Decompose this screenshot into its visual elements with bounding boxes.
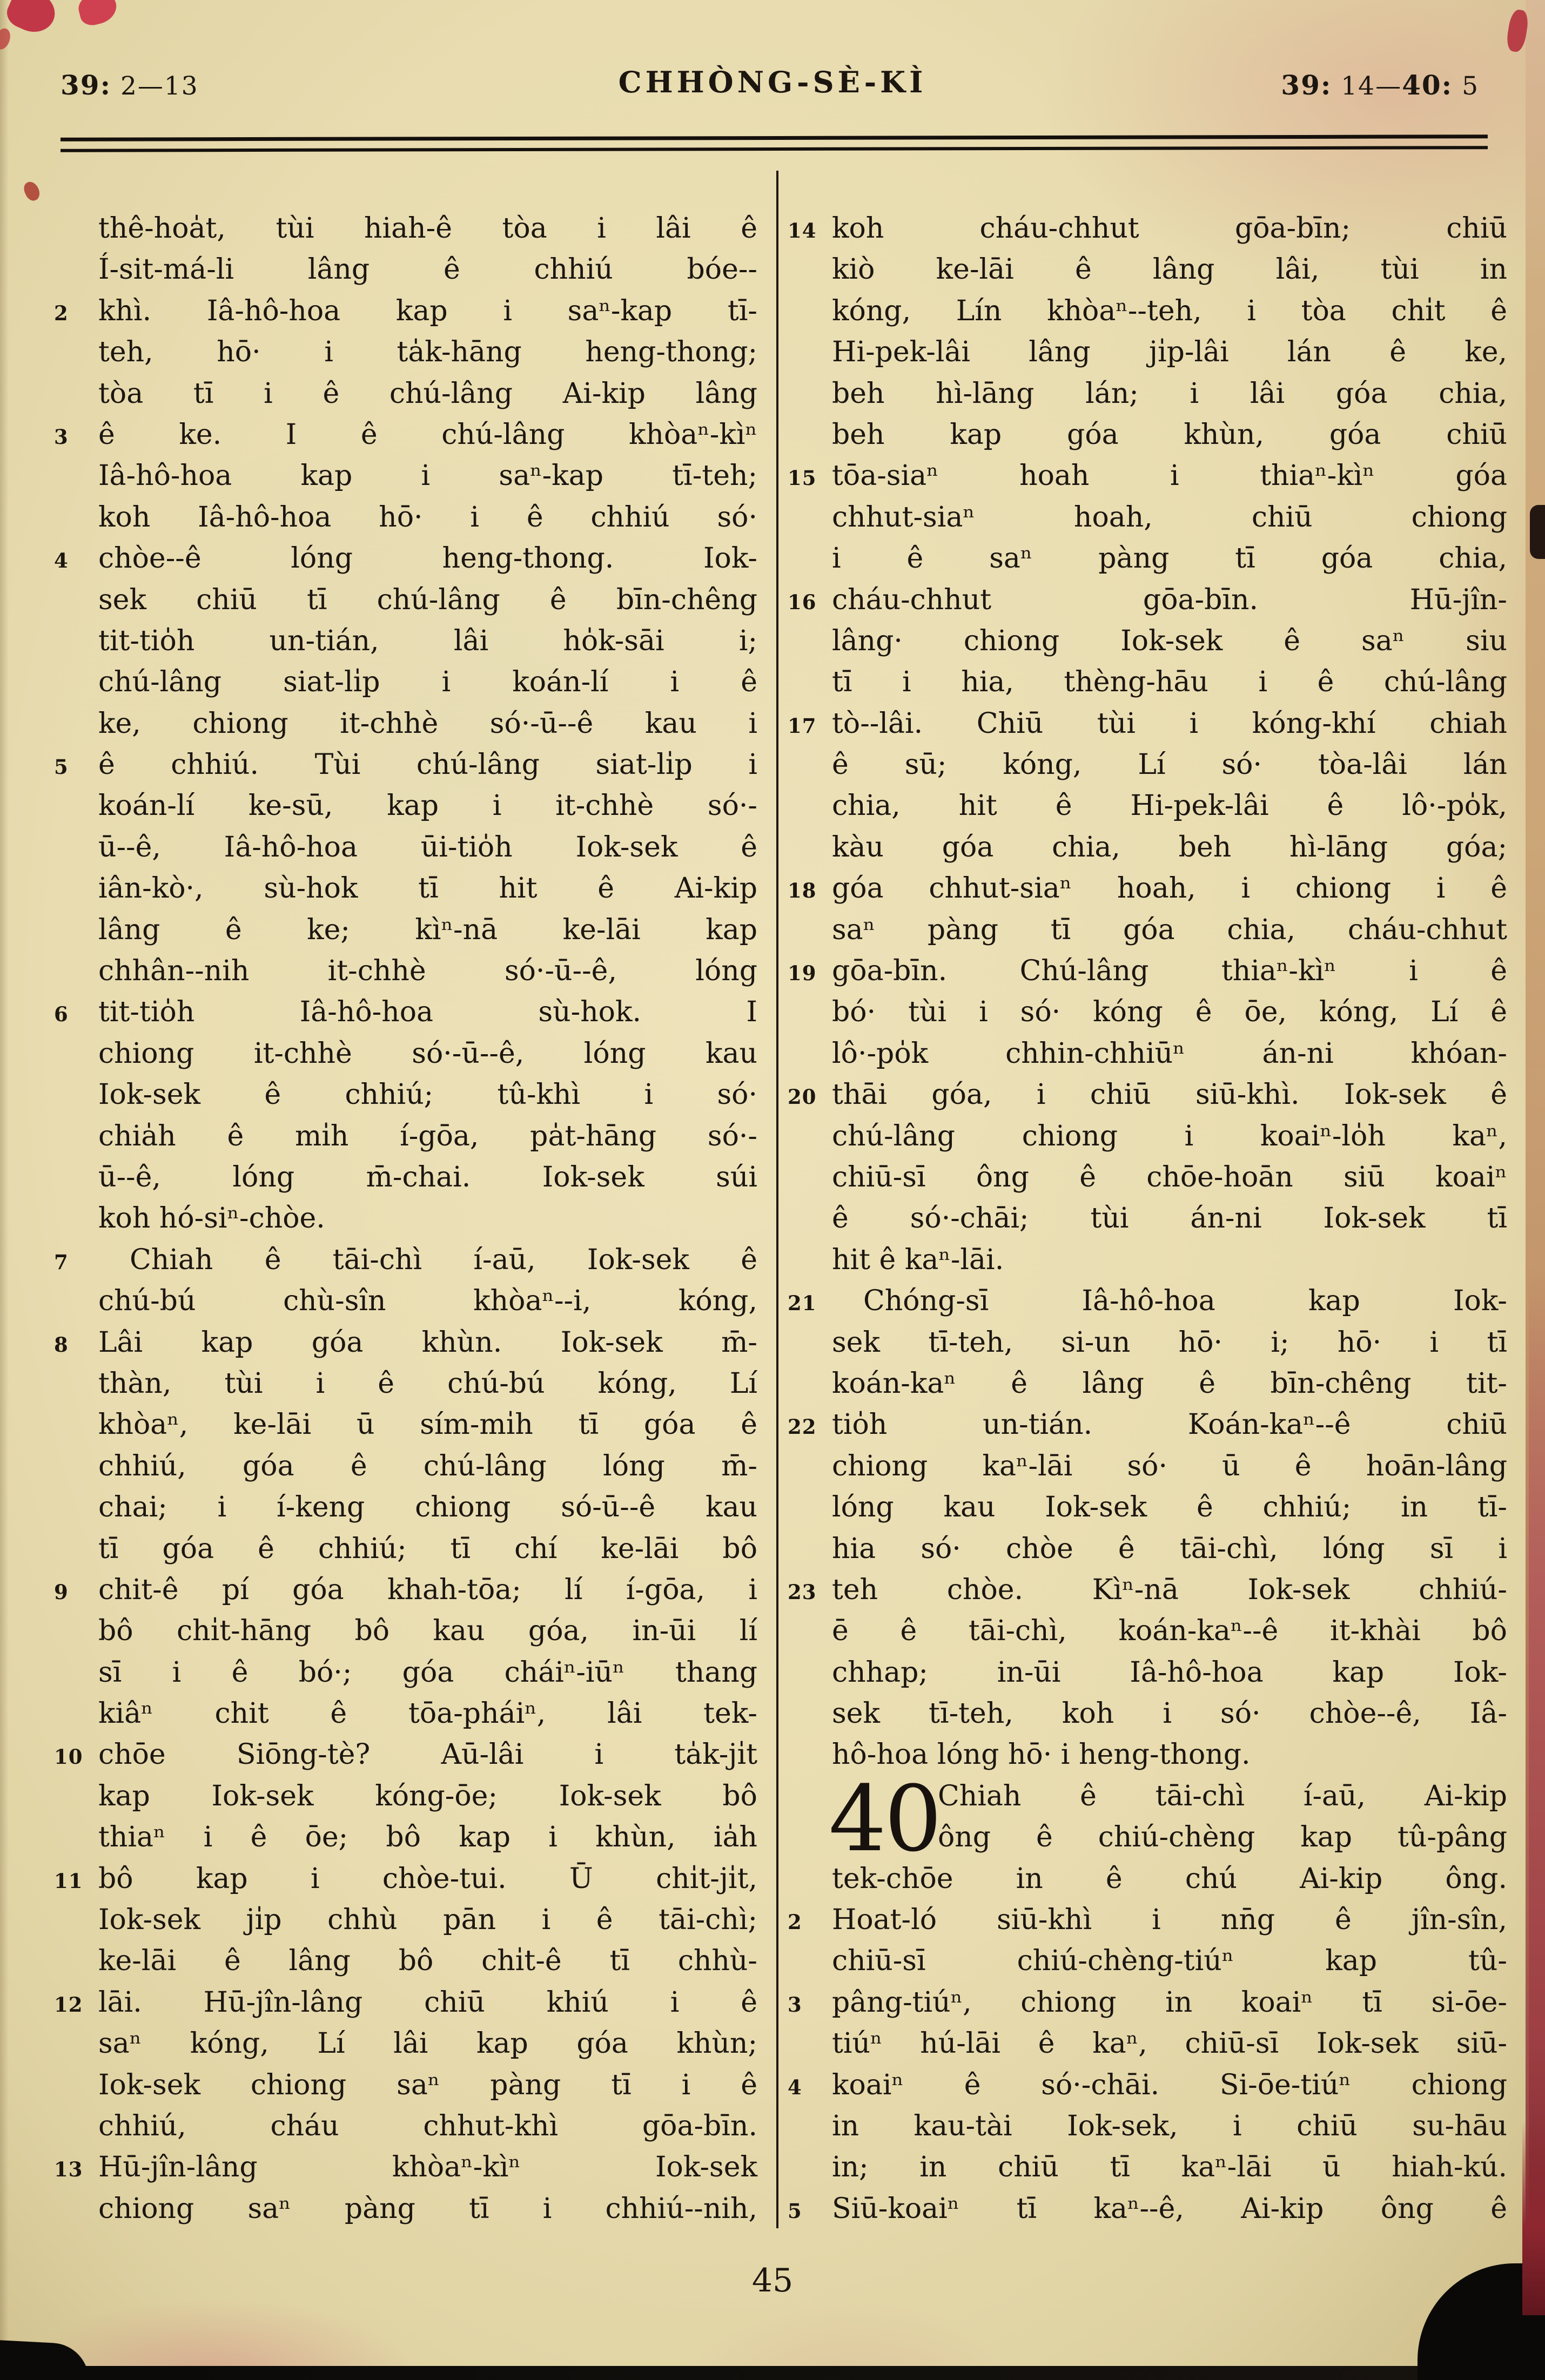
text-line: [832, 1940, 1507, 1981]
text-line: [54, 2147, 757, 2188]
verse-text: i ê saⁿ pàng tī góa chia,: [832, 542, 1507, 575]
verse-number: 16: [788, 590, 817, 614]
text-line: [832, 291, 1507, 332]
verse-text: Chiah ê tāi-chì í-aū, Ai-kip: [938, 1779, 1507, 1812]
verse-number: 6: [54, 1002, 69, 1027]
verse-text: chiū-sī ông ê chōe-hoān siū koaiⁿ: [832, 1161, 1507, 1194]
verse-text: chòe--ê lóng heng-thong. Iok-: [98, 542, 757, 575]
text-line: [788, 703, 1507, 744]
text-line: [98, 1528, 757, 1569]
text-line: [832, 1446, 1507, 1487]
text-line: [832, 1157, 1507, 1198]
verse-text: tò--lâi. Chiū tùi i kóng-khí chiah: [832, 707, 1507, 740]
verse-text: Iok-sek ji̍p chhù pān i ê tāi-chì;: [98, 1904, 757, 1937]
text-line: [832, 1528, 1507, 1569]
column-divider: [776, 171, 778, 2228]
text-line: [98, 827, 757, 868]
verse-text: saⁿ kóng, Lí lâi kap góa khùn;: [98, 2027, 757, 2060]
scan-edge-bottom: [0, 2366, 1545, 2380]
text-line: [98, 579, 757, 621]
verse-text: ū--ê, Iâ-hô-hoa ūi-tio̍h Iok-sek ê: [98, 831, 757, 864]
verse-text: Iok-sek ê chhiú; tû-khì i só·: [98, 1078, 757, 1111]
verse-text: thiaⁿ i ê ōe; bô kap i khùn, ia̍h: [98, 1821, 757, 1854]
verse-text: ê só·-chāi; tùi án-ni Iok-sek tī: [832, 1202, 1507, 1235]
verse-text: beh kap góa khùn, góa chiū: [832, 418, 1507, 451]
verse-text: ke, chiong it-chhè só·-ū--ê kau i: [98, 707, 757, 740]
text-line: [832, 1198, 1507, 1239]
verse-text: sek chiū tī chú-lâng ê bīn-chêng: [98, 583, 757, 616]
text-line: [98, 373, 757, 414]
text-line: [98, 1446, 757, 1487]
verse-text: chhap; in-ūi Iâ-hô-hoa kap Iok-: [832, 1656, 1507, 1689]
page-title: CHHÒNG-SÈ-KÌ: [618, 65, 927, 99]
text-line: [54, 992, 757, 1033]
verse-number: 4: [788, 2075, 802, 2099]
right-column: [788, 208, 1507, 2229]
verse-number: 10: [54, 1745, 83, 1769]
text-line: [788, 1982, 1507, 2023]
verse-text: chia̍h ê mi̍h í-gōa, pa̍t-hāng só·-: [98, 1120, 757, 1152]
text-line: [98, 1363, 757, 1404]
verse-range: 2—13: [120, 71, 199, 101]
text-line: [832, 1487, 1507, 1528]
verse-text: Siū-koaiⁿ tī kaⁿ--ê, Ai-kip ông ê: [832, 2192, 1507, 2225]
verse-text: ke-lāi ê lâng bô chi̍t-ê tī chhù-: [98, 1945, 757, 1978]
verse-number: 14: [788, 219, 817, 242]
verse-text: chōe Siōng-tè? Aū-lâi i ta̍k-ji̍t: [98, 1738, 757, 1771]
verse-number: 22: [788, 1415, 817, 1439]
verse-text: Hi-pek-lâi lâng ji̍p-lâi lán ê ke,: [832, 336, 1507, 369]
verse-text: chai; i í-keng chiong só-ū--ê kau: [98, 1491, 757, 1524]
text-line: [788, 1404, 1507, 1445]
text-line: [98, 2188, 757, 2229]
text-line: [788, 950, 1507, 992]
verse-number: 18: [788, 879, 817, 903]
verse-text: hô-hoa lóng hō· i heng-thong.: [832, 1738, 1251, 1771]
text-line: [98, 703, 757, 744]
verse-text: chú-lâng siat-li̍p i koán-lí i ê: [98, 666, 757, 699]
verse-text: chit-ê pí góa khah-tōa; lí í-gōa, i: [98, 1573, 757, 1606]
text-line: [832, 827, 1507, 868]
verse-text: hia só· chòe ê tāi-chì, lóng sī i: [832, 1532, 1507, 1565]
verse-text: chú-lâng chiong i koaiⁿ-lo̍h kaⁿ,: [832, 1120, 1507, 1152]
verse-number: 12: [54, 1992, 83, 2017]
verse-text: sek tī-teh, koh i só· chòe--ê, Iâ-: [832, 1697, 1507, 1730]
verse-number: 2: [788, 1910, 802, 1934]
verse-text: iân-kò·, sù-hok tī hit ê Ai-kip: [98, 872, 757, 905]
verse-text: chhut-siaⁿ hoah, chiū chiong: [832, 501, 1507, 534]
verse-text: tit-tio̍h un-tián, lâi ho̍k-sāi i;: [98, 624, 757, 657]
verse-text: cháu-chhut gōa-bīn. Hū-jîn-: [832, 583, 1507, 616]
verse-text: lāi. Hū-jîn-lâng chiū khiú i ê: [98, 1986, 757, 2019]
text-line: [788, 1899, 1507, 1940]
text-line: [54, 744, 757, 785]
verse-text: tit-tio̍h Iâ-hô-hoa sù-hok. I: [98, 996, 757, 1029]
verse-text: kap Iok-sek kóng-ōe; Iok-sek bô: [98, 1779, 757, 1812]
verse-text: chhiú, cháu chhut-khì gōa-bīn.: [98, 2109, 757, 2142]
verse-text: Lâi kap góa khùn. Iok-sek m̄-: [98, 1326, 757, 1359]
text-line: [832, 744, 1507, 785]
text-line: [98, 1074, 757, 1115]
verse-text: in kau-tài Iok-sek, i chiū su-hāu: [832, 2109, 1507, 2142]
verse-number: 20: [788, 1085, 817, 1109]
verse-text: tek-chōe in ê chú Ai-kip ông.: [832, 1862, 1507, 1895]
verse-text: tio̍h un-tián. Koán-kaⁿ--ê chiū: [832, 1408, 1507, 1441]
verse-text: thāi góa, i chiū siū-khì. Iok-sek ê: [832, 1078, 1507, 1111]
text-line: [98, 868, 757, 909]
verse-text: chiong saⁿ pàng tī i chhiú--nih,: [98, 2192, 757, 2225]
text-line: [98, 208, 757, 249]
text-line: [788, 2188, 1507, 2229]
text-line: [832, 1322, 1507, 1363]
text-line: [788, 1280, 1507, 1322]
verse-text: kiâⁿ chit ê tōa-pháiⁿ, lâi tek-: [98, 1697, 757, 1730]
text-line: [832, 1817, 1507, 1858]
text-line: [788, 1074, 1507, 1115]
verse-text: teh, hō· i ta̍k-hāng heng-thong;: [98, 336, 757, 369]
verse-text: thàn, tùi i ê chú-bú kóng, Lí: [98, 1367, 757, 1400]
verse-text: chiong it-chhè só·-ū--ê, lóng kau: [98, 1037, 757, 1070]
verse-number: 7: [54, 1250, 69, 1274]
verse-text: ông ê chiú-chèng kap tû-pâng: [938, 1821, 1507, 1854]
text-line: [98, 1817, 757, 1858]
page-edge-left: [0, 0, 9, 2380]
page-number: 45: [751, 2262, 794, 2300]
verse-text: ê sū; kóng, Lí só· tòa-lâi lán: [832, 749, 1507, 781]
text-line: [832, 621, 1507, 662]
text-line: [98, 1610, 757, 1651]
text-line: [98, 1157, 757, 1198]
text-line: [98, 1116, 757, 1157]
verse-text: in; in chiū tī kaⁿ-lāi ū hiah-kú.: [832, 2151, 1507, 2184]
text-line: [788, 455, 1507, 496]
text-line: [98, 455, 757, 496]
verse-text: bó· tùi i só· kóng ê ōe, kóng, Lí ê: [832, 996, 1507, 1029]
text-line: [832, 909, 1507, 950]
verse-text: Hoat-ló siū-khì i nn̄g ê jîn-sîn,: [832, 1904, 1507, 1937]
text-line: [832, 1239, 1507, 1280]
chapter-ref: 39:: [61, 69, 112, 101]
scan-corner-bottom-left: [0, 2339, 91, 2380]
verse-text: koaiⁿ ê só·-chāi. Si-ōe-tiúⁿ chiong: [832, 2068, 1507, 2101]
verse-number: 17: [788, 713, 817, 738]
text-line: [832, 1652, 1507, 1693]
verse-number: 5: [54, 755, 69, 779]
text-line: [98, 1652, 757, 1693]
verse-text: tōa-siaⁿ hoah i thiaⁿ-kìⁿ góa: [832, 460, 1507, 493]
text-line: [832, 1033, 1507, 1074]
verse-number: 3: [54, 424, 69, 449]
verse-text: thê-hoa̍t, tùi hiah-ê tòa i lâi ê: [98, 212, 757, 245]
text-line: [98, 1198, 757, 1239]
verse-number: 15: [788, 466, 817, 490]
verse-text: kàu góa chia, beh hì-lāng góa;: [832, 831, 1507, 864]
text-line: [98, 785, 757, 826]
text-line: [98, 1899, 757, 1940]
text-line: [98, 1280, 757, 1322]
verse-text: ē ê tāi-chì, koán-kaⁿ--ê it-khài bô: [832, 1615, 1507, 1648]
text-line: [832, 1363, 1507, 1404]
verse-number: 23: [788, 1580, 817, 1604]
text-line: [98, 909, 757, 950]
text-line: [54, 1734, 757, 1775]
verse-text: ê ke. I ê chú-lâng khòaⁿ-kìⁿ: [98, 418, 757, 451]
chapter-number: 40: [829, 1765, 940, 1872]
verse-text: ū--ê, lóng m̄-chai. Iok-sek súi: [98, 1161, 757, 1194]
text-line: [54, 414, 757, 455]
verse-text: chiū-sī chiú-chèng-tiúⁿ kap tû-: [832, 1945, 1507, 1978]
text-line: [832, 2147, 1507, 2188]
ink-blob: [1530, 505, 1545, 559]
red-stain-top-left-1: [3, 0, 62, 39]
verse-text: lâng ê ke; kìⁿ-nā ke-lāi kap: [98, 913, 757, 946]
verse-text: tiúⁿ hú-lāi ê kaⁿ, chiū-sī Iok-sek siū-: [832, 2027, 1507, 2060]
text-line: [98, 2065, 757, 2106]
text-line: [832, 2023, 1507, 2064]
text-line: [54, 1982, 757, 2023]
text-line: [832, 373, 1507, 414]
text-line: [98, 1487, 757, 1528]
text-line: [832, 785, 1507, 826]
verse-text: chhiú, góa ê chú-lâng lóng m̄-: [98, 1449, 757, 1482]
verse-text: teh chòe. Kìⁿ-nā Iok-sek chhiú-: [832, 1573, 1507, 1606]
text-line: [98, 2106, 757, 2147]
text-line: [832, 538, 1507, 579]
verse-text: khì. Iâ-hô-hoa kap i saⁿ-kap tī-: [98, 294, 757, 327]
verse-text: lô·-po̍k chhin-chhiūⁿ án-ni khóan-: [832, 1037, 1507, 1070]
left-column: [54, 208, 757, 2229]
text-line: [98, 2023, 757, 2064]
text-line: [54, 1322, 757, 1363]
text-line: [832, 1116, 1507, 1157]
text-line: [832, 332, 1507, 373]
verse-text: tòa tī i ê chú-lâng Ai-kip lâng: [98, 377, 757, 410]
verse-text: chhân--nih it-chhè só·-ū--ê, lóng: [98, 955, 757, 988]
verse-range: 5: [1462, 71, 1479, 101]
verse-text: Í-sit-má-li lâng ê chhiú bóe--: [98, 253, 757, 286]
verse-text: chia, hit ê Hi-pek-lâi ê lô·-po̍k,: [832, 790, 1507, 822]
verse-number: 11: [54, 1869, 83, 1893]
verse-text: koh hó-siⁿ-chòe.: [98, 1202, 325, 1235]
verse-text: koh cháu-chhut gōa-bīn; chiū: [832, 212, 1507, 245]
verse-number: 19: [788, 961, 817, 986]
verse-text: bô chi̍t-hāng bô kau góa, in-ūi lí: [98, 1615, 757, 1648]
text-line: [98, 1404, 757, 1445]
text-line: [98, 497, 757, 538]
header-verse-range-right: [1281, 69, 1479, 101]
verse-number: 2: [54, 301, 69, 325]
text-line: [98, 662, 757, 703]
text-line: [54, 291, 757, 332]
text-line: [98, 332, 757, 373]
double-rule: [61, 134, 1488, 152]
verse-text: hit ê kaⁿ-lāi.: [832, 1243, 1004, 1276]
verse-text: tī i hia, thèng-hāu i ê chú-lâng: [832, 666, 1507, 699]
text-line: [832, 1693, 1507, 1734]
text-line: [54, 1239, 757, 1280]
verse-text: Iâ-hô-hoa kap i saⁿ-kap tī-teh;: [98, 460, 757, 493]
chapter-ref: 40:: [1402, 69, 1453, 101]
text-line: [832, 249, 1507, 290]
verse-number: 9: [54, 1580, 69, 1604]
verse-text: Iok-sek chiong saⁿ pàng tī i ê: [98, 2068, 757, 2101]
verse-text: Chiah ê tāi-chì í-aū, Iok-sek ê: [130, 1243, 757, 1276]
verse-text: lóng kau Iok-sek ê chhiú; in tī-: [832, 1491, 1507, 1524]
text-line: [98, 1693, 757, 1734]
verse-text: Chóng-sī Iâ-hô-hoa kap Iok-: [863, 1285, 1507, 1318]
text-line: [54, 538, 757, 579]
text-line: [98, 621, 757, 662]
text-line: [788, 208, 1507, 249]
verse-text: koh Iâ-hô-hoa hō· i ê chhiú só·: [98, 501, 757, 534]
verse-range: 14—: [1341, 71, 1402, 101]
text-line: [788, 579, 1507, 621]
verse-number: 8: [54, 1332, 69, 1357]
verse-text: kóng, Lín khòaⁿ--teh, i tòa chi̍t ê: [832, 294, 1507, 327]
text-line: [788, 868, 1507, 909]
text-line: [832, 2106, 1507, 2147]
verse-text: chiong kaⁿ-lāi só· ū ê hoān-lâng: [832, 1449, 1507, 1482]
chapter-ref: 39:: [1281, 69, 1332, 101]
red-ink-spot: [22, 179, 42, 203]
text-line: [98, 249, 757, 290]
verse-text: khòaⁿ, ke-lāi ū sím-mi̍h tī góa ê: [98, 1408, 757, 1441]
text-line: [832, 1858, 1507, 1899]
text-line: [98, 1940, 757, 1981]
text-line: [98, 1776, 757, 1817]
verse-text: góa chhut-siaⁿ hoah, i chiong i ê: [832, 872, 1507, 905]
verse-number: 5: [788, 2199, 802, 2223]
verse-text: chú-bú chù-sîn khòaⁿ--i, kóng,: [98, 1285, 757, 1318]
text-line: [54, 1858, 757, 1899]
text-line: [54, 1569, 757, 1610]
verse-text: koán-kaⁿ ê lâng ê bīn-chêng tit-: [832, 1367, 1507, 1400]
verse-text: lâng· chiong Iok-sek ê saⁿ siu: [832, 624, 1507, 657]
verse-number: 4: [54, 549, 69, 573]
text-line: [832, 992, 1507, 1033]
verse-number: 13: [54, 2157, 83, 2182]
verse-text: sek tī-teh, si-un hō· i; hō· i tī: [832, 1326, 1507, 1359]
verse-text: tī góa ê chhiú; tī chí ke-lāi bô: [98, 1532, 757, 1565]
text-line: [788, 1569, 1507, 1610]
text-line: [832, 662, 1507, 703]
text-line: [98, 1033, 757, 1074]
verse-text: koán-lí ke-sū, kap i it-chhè só·-: [98, 790, 757, 822]
verse-number: 21: [788, 1291, 817, 1316]
text-line: [832, 1610, 1507, 1651]
verse-text: gōa-bīn. Chú-lâng thiaⁿ-kìⁿ i ê: [832, 955, 1507, 988]
text-line: [788, 2065, 1507, 2106]
verse-number: 3: [788, 1992, 802, 2017]
verse-text: sī i ê bó·; góa cháiⁿ-iūⁿ thang: [98, 1656, 757, 1689]
text-line: [98, 950, 757, 992]
verse-text: Hū-jîn-lâng khòaⁿ-kìⁿ Iok-sek: [98, 2151, 757, 2184]
verse-text: ê chhiú. Tùi chú-lâng siat-li̍p i: [98, 749, 757, 781]
verse-text: beh hì-lāng lán; i lâi góa chia,: [832, 377, 1507, 410]
text-line: [832, 414, 1507, 455]
text-line: [832, 497, 1507, 538]
verse-text: kiò ke-lāi ê lâng lâi, tùi in: [832, 253, 1507, 286]
red-stain-top-left-2: [76, 0, 119, 28]
verse-text: saⁿ pàng tī góa chia, cháu-chhut: [832, 913, 1507, 946]
verse-text: pâng-tiúⁿ, chiong in koaiⁿ tī si-ōe-: [832, 1986, 1507, 2019]
verse-text: bô kap i chòe-tui. Ū chi̍t-ji̍t,: [98, 1862, 757, 1895]
